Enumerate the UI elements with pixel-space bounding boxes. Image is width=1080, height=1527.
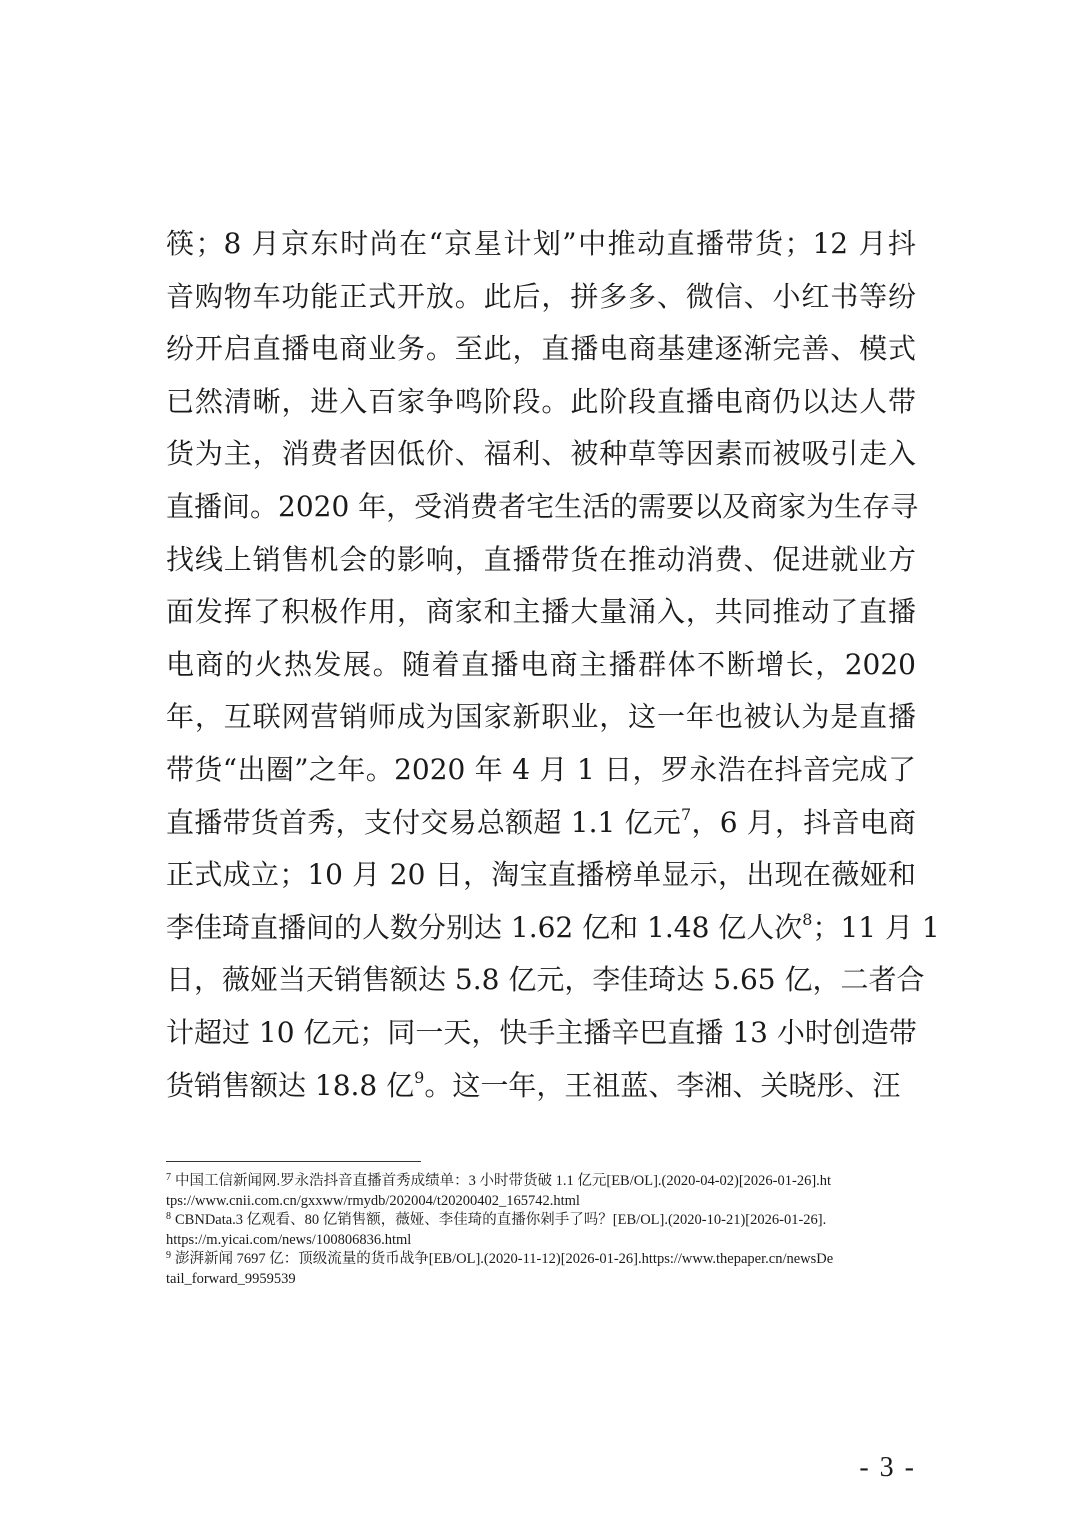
- body-line: 日，薇娅当天销售额达 5.8 亿元，李佳琦达 5.65 亿，二者合: [166, 963, 925, 997]
- body-line: 计超过 10 亿元；同一天，快手主播辛巴直播 13 小时创造带: [166, 1015, 917, 1049]
- body-line: 筷；8 月京东时尚在“京星计划”中推动直播带货；12 月抖: [166, 227, 916, 260]
- footnote-text: 中国工信新闻网.罗永浩抖音直播首秀成绩单：3 小时带货破 1.1 亿元[EB/OL].(2020-04-02)[2026-01-26].ht: [175, 1173, 832, 1189]
- footnote-link[interactable]: tail_forward_9959539: [166, 1270, 296, 1287]
- body-line: 带货“出圈”之年。2020 年 4 月 1 日，罗永浩在抖音完成了: [166, 752, 916, 786]
- body-line: 找线上销售机会的影响，直播带货在推动消费、促进就业方: [166, 542, 916, 576]
- body-text-segment: 李佳琦直播间的人数分别达 1.62 亿和 1.48 亿人次: [166, 910, 803, 944]
- footnote-text: 澎湃新闻 7697 亿：顶级流量的货币战争[EB/OL].(2020-11-12)[2026-01-26].https://www.thepaper.cn/newsDe: [175, 1251, 834, 1267]
- page-number: - 3 -: [859, 1452, 916, 1483]
- body-line: 纷开启直播电商业务。至此，直播电商基建逐渐完善、模式: [166, 332, 916, 366]
- body-line: 已然清晰，进入百家争鸣阶段。此阶段直播电商仍以达人带: [166, 384, 916, 418]
- footnote-ref[interactable]: 8: [802, 909, 813, 929]
- footnote-mark: 8: [166, 1211, 171, 1222]
- body-line: [166, 797, 916, 850]
- body-line: 年，互联网营销师成为国家新职业，这一年也被认为是直播: [166, 700, 916, 734]
- body-line: 正式成立；10 月 20 日，淘宝直播榜单显示，出现在薇娅和: [166, 858, 916, 892]
- footnote-text: CBNData.3 亿观看、80 亿销售额，薇娅、李佳琦的直播你剁手了吗？[EB/OL].(2020-10-21)[2026-01-26].: [175, 1212, 827, 1228]
- footnote-7: [166, 1172, 916, 1211]
- body-line: [166, 1060, 916, 1113]
- footnote-ref[interactable]: 9: [414, 1067, 425, 1087]
- footnote-link[interactable]: https://m.yicai.com/news/100806836.html: [166, 1231, 412, 1248]
- footnote-9: [166, 1250, 916, 1289]
- body-text-segment: ，6 月，抖音电商: [691, 805, 916, 839]
- body-line: [166, 902, 940, 955]
- footnote-mark: 7: [166, 1172, 171, 1183]
- footnotes: [166, 1172, 916, 1289]
- body-text-segment: 。这一年，王祖蓝、李湘、关晓彤、汪: [424, 1068, 901, 1102]
- footnote-divider: [166, 1161, 421, 1162]
- body-line: 面发挥了积极作用，商家和主播大量涌入，共同推动了直播: [166, 595, 916, 629]
- footnote-mark: 9: [166, 1250, 171, 1261]
- body-text-segment: 货销售额达 18.8 亿: [166, 1068, 415, 1102]
- body-line: 音购物车功能正式开放。此后，拼多多、微信、小红书等纷: [166, 279, 916, 313]
- body-text-segment: 直播带货首秀，支付交易总额超 1.1 亿元: [166, 805, 682, 839]
- footnote-8: [166, 1211, 916, 1250]
- body-text: [166, 218, 940, 1112]
- footnote-ref[interactable]: 7: [681, 804, 692, 824]
- body-text-segment: ；11 月 1: [812, 910, 940, 944]
- body-line: 电商的火热发展。随着直播电商主播群体不断增长，2020: [166, 647, 916, 681]
- body-line: 直播间。2020 年，受消费者宅生活的需要以及商家为生存寻: [166, 489, 919, 523]
- body-line: 货为主，消费者因低价、福利、被种草等因素而被吸引走入: [166, 437, 916, 471]
- footnote-link[interactable]: tps://www.cnii.com.cn/gxxww/rmydb/202004/t20200402_165742.html: [166, 1192, 580, 1209]
